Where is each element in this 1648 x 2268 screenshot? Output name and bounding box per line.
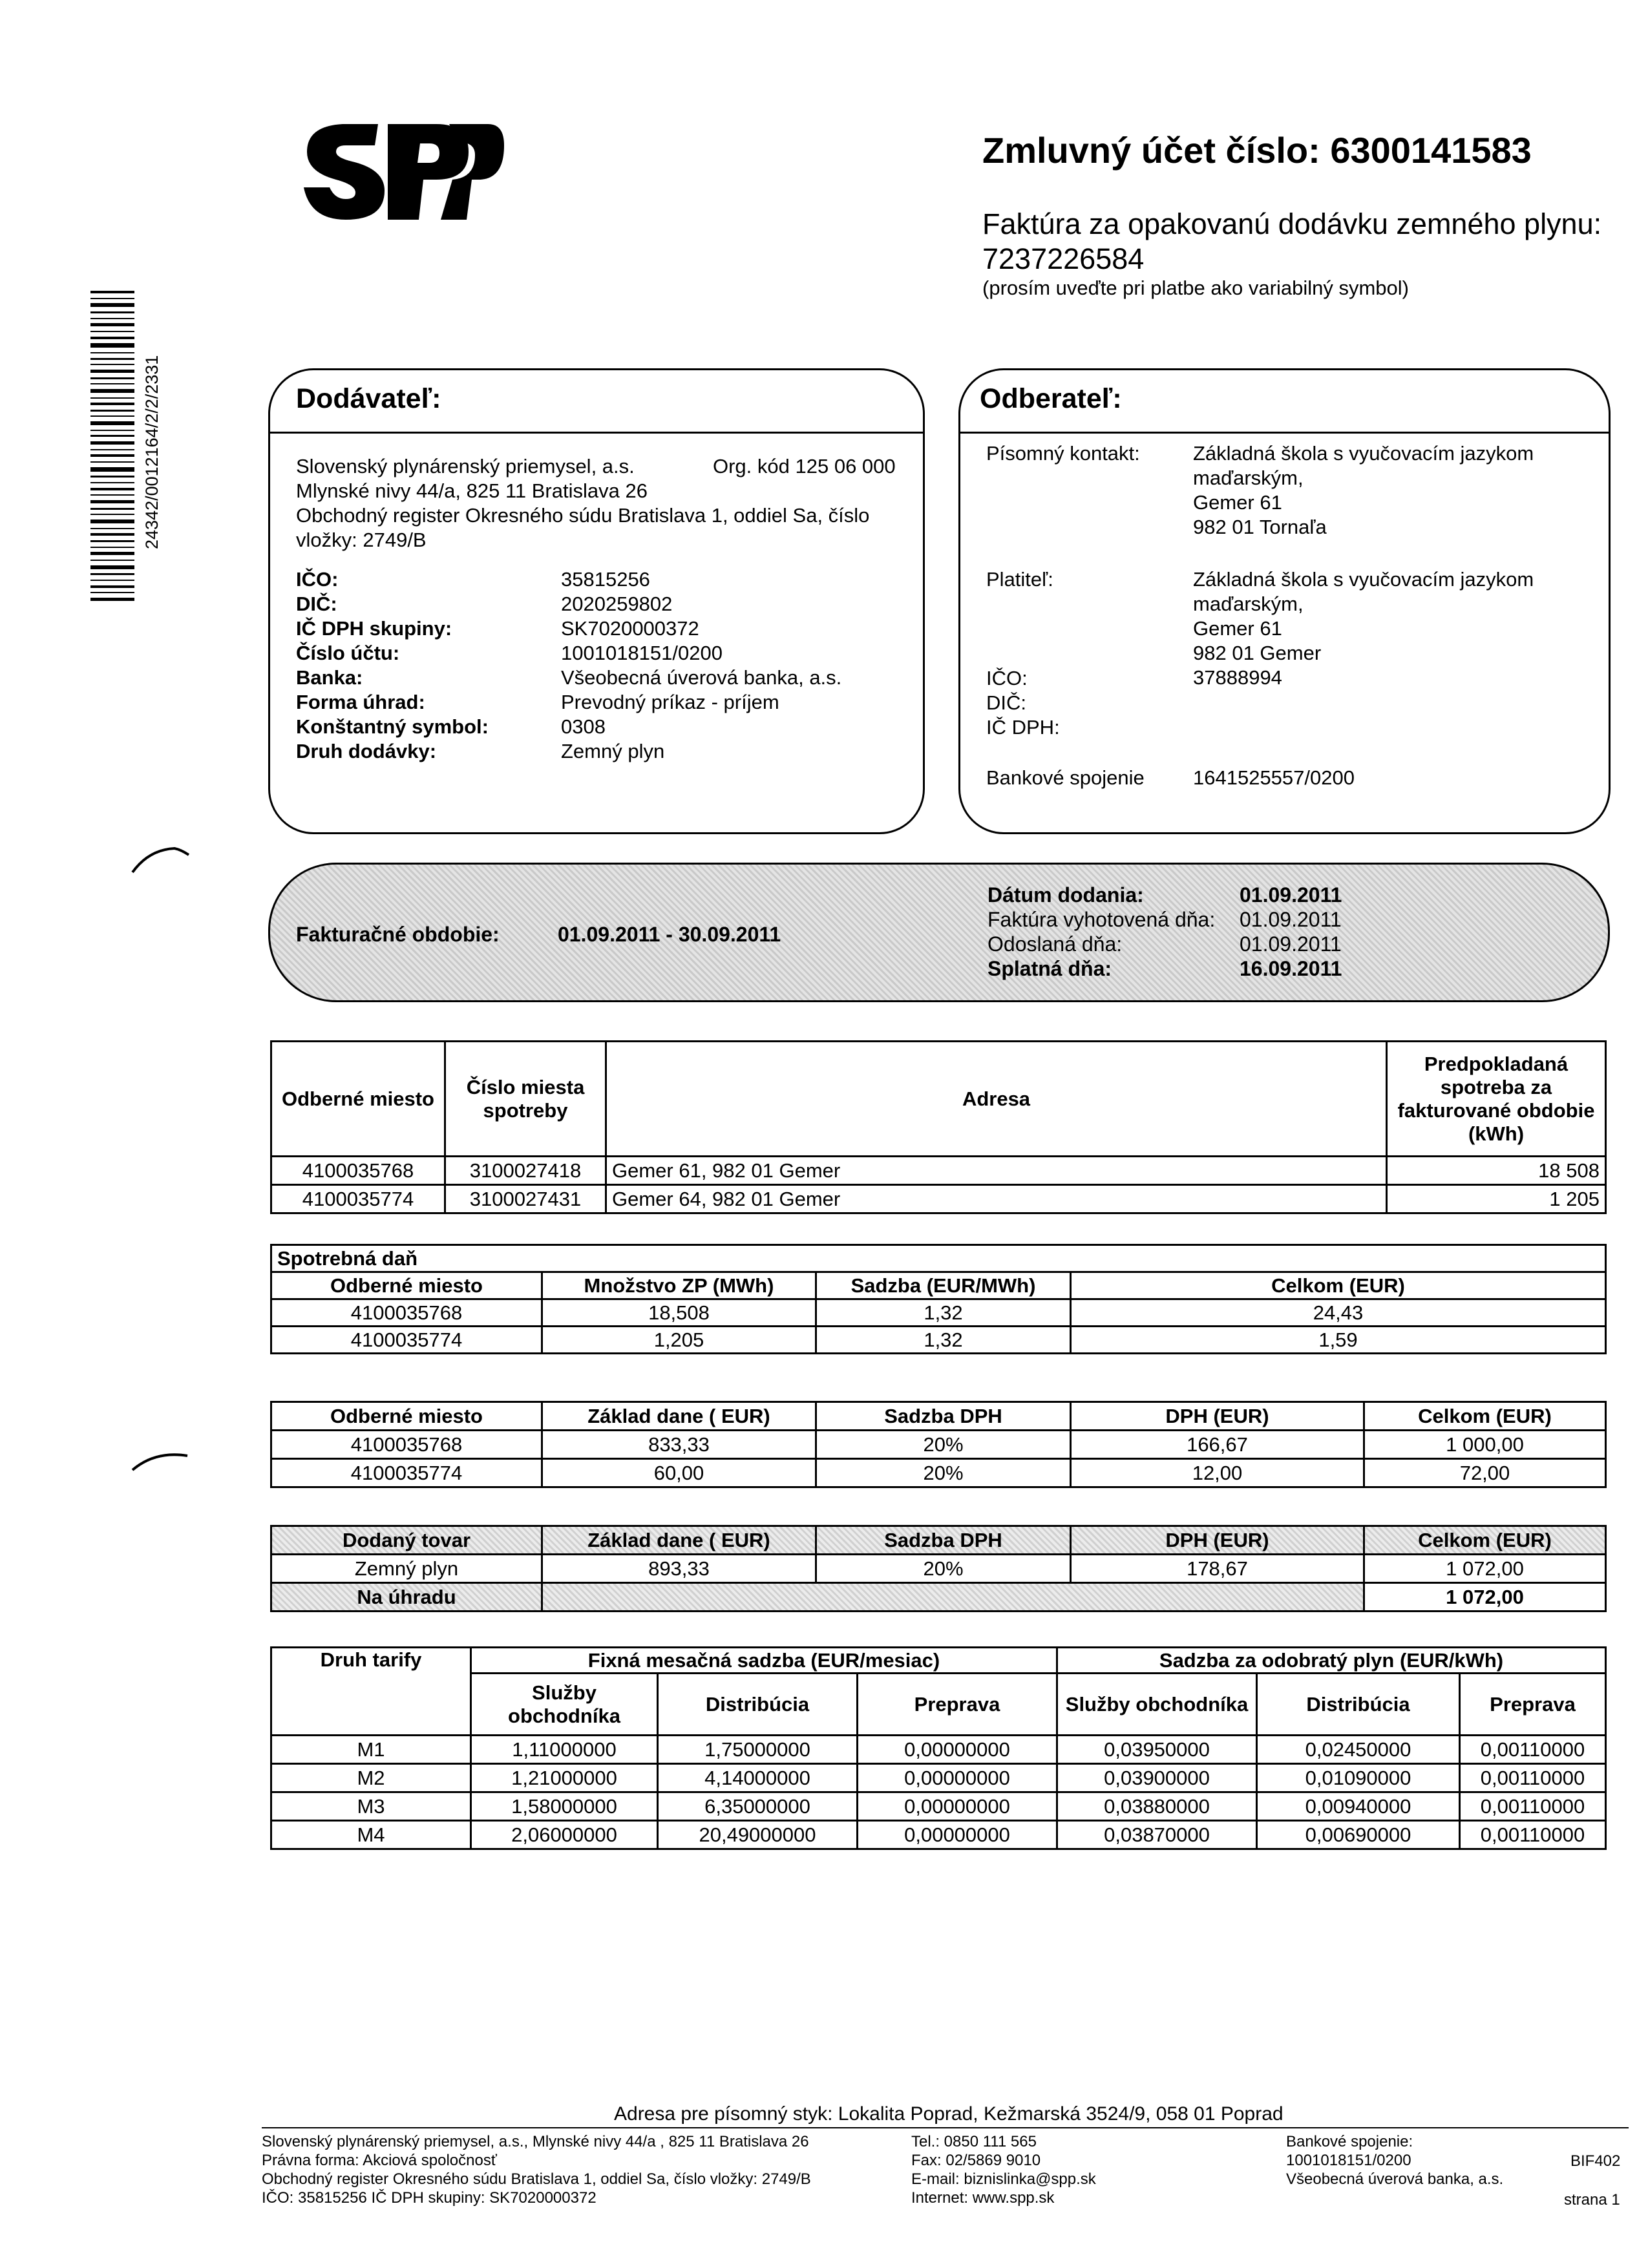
barcode-bar: [90, 337, 134, 339]
field-label: Forma úhrad:: [296, 691, 425, 713]
table-header: Druh tarify: [271, 1648, 471, 1736]
table-header: Sadzba za odobratý plyn (EUR/kWh): [1057, 1648, 1606, 1674]
barcode-bar: [90, 514, 134, 515]
cell: 1 205: [1387, 1185, 1606, 1213]
field-value: 35815256: [561, 568, 650, 591]
table-header: Celkom (EUR): [1364, 1402, 1606, 1431]
barcode-bar: [90, 560, 134, 561]
cell: 1,205: [542, 1327, 816, 1354]
payer-line: maďarským,: [1193, 593, 1304, 615]
date-label: Odoslaná dňa:: [988, 932, 1123, 956]
cell: 4100035768: [271, 1431, 542, 1459]
barcode-bar: [90, 377, 134, 379]
cell: 4,14000000: [658, 1764, 858, 1792]
barcode-bar: [90, 598, 134, 601]
barcode-bar: [90, 430, 134, 431]
barcode: [90, 291, 134, 601]
goods-total-table: [270, 1525, 1607, 1612]
cell: Gemer 64, 982 01 Gemer: [606, 1185, 1387, 1213]
table-subheader: Služby obchodníka: [1057, 1674, 1257, 1736]
cell: 1,75000000: [658, 1736, 858, 1764]
correspondence-address: Adresa pre písomný styk: Lokalita Poprad, Kežmarská 3524/9, 058 01 Poprad: [614, 2103, 1284, 2125]
table-subheader: Preprava: [858, 1674, 1057, 1736]
footer-line: IČO: 35815256 IČ DPH skupiny: SK7020000372: [262, 2189, 597, 2207]
barcode-bar: [90, 303, 134, 307]
cell: 166,67: [1071, 1431, 1364, 1459]
cell: 72,00: [1364, 1459, 1606, 1487]
barcode-text: 24342/0012164/2/2/2331: [142, 355, 162, 549]
customer-box: [958, 368, 1611, 834]
tariff-table: [270, 1646, 1607, 1850]
barcode-bar: [90, 508, 134, 510]
cell: 0,00000000: [858, 1764, 1057, 1792]
date-value: 01.09.2011: [1240, 932, 1342, 956]
footer-line: Tel.: 0850 111 565: [911, 2133, 1037, 2150]
barcode-bar: [90, 528, 134, 529]
cell: M1: [271, 1736, 471, 1764]
footer-contact-info: [911, 2132, 1096, 2207]
barcode-bar: [90, 592, 134, 593]
total-row: [271, 1583, 1606, 1612]
table-header: Odberné miesto: [271, 1402, 542, 1431]
date-label: Splatná dňa:: [988, 957, 1112, 980]
cell: 0,00000000: [858, 1736, 1057, 1764]
barcode-bar: [90, 494, 134, 496]
contact-label: Písomný kontakt:: [986, 442, 1140, 465]
barcode-bar: [90, 291, 134, 293]
payer-line: 982 01 Gemer: [1193, 642, 1322, 664]
table-row: [271, 1764, 1606, 1792]
cell: 0,02450000: [1257, 1736, 1460, 1764]
barcode-bar: [90, 352, 134, 353]
barcode-bar: [90, 421, 134, 425]
cell: 0,00000000: [858, 1792, 1057, 1821]
cell: 6,35000000: [658, 1792, 858, 1821]
cell: 1,32: [816, 1327, 1071, 1354]
barcode-bar: [90, 500, 134, 503]
barcode-bar: [90, 573, 134, 575]
table-header: Odberné miesto: [271, 1272, 542, 1299]
barcode-bar: [90, 547, 134, 548]
excise-tax-table: [270, 1244, 1607, 1354]
barcode-bar: [90, 520, 134, 523]
table-title: Spotrebná daň: [271, 1245, 1606, 1272]
barcode-bar: [90, 467, 134, 472]
cell: 3100027418: [445, 1157, 606, 1185]
cell: 20%: [816, 1431, 1071, 1459]
cell: 20%: [816, 1555, 1071, 1583]
table-row: [271, 1157, 1606, 1185]
barcode-bar: [90, 565, 134, 569]
cell: 20%: [816, 1459, 1071, 1487]
footer-line: 1001018151/0200: [1286, 2152, 1411, 2169]
footer-line: Bankové spojenie:: [1286, 2133, 1413, 2150]
cell: 0,03900000: [1057, 1764, 1257, 1792]
dic-label: DIČ:: [986, 691, 1026, 714]
cell: 1 000,00: [1364, 1431, 1606, 1459]
footer-line: Obchodný register Okresného súdu Bratislava 1, oddiel Sa, číslo vložky: 2749/B: [262, 2170, 811, 2188]
barcode-bar: [90, 435, 134, 437]
cell: 0,00000000: [858, 1821, 1057, 1849]
barcode-bar: [90, 410, 134, 412]
barcode-bar: [90, 298, 134, 299]
table-row: [271, 1431, 1606, 1459]
invoice-number: 7237226584: [982, 242, 1145, 275]
field-value: Prevodný príkaz - príjem: [561, 691, 779, 713]
contact-line: maďarským,: [1193, 467, 1304, 489]
cell: 4100035768: [271, 1157, 445, 1185]
barcode-bar: [90, 331, 134, 332]
payer-line: Gemer 61: [1193, 617, 1282, 640]
field-label: Banka:: [296, 666, 363, 689]
period-label: Fakturačné obdobie:: [296, 923, 500, 946]
cell: 20,49000000: [658, 1821, 858, 1849]
field-value: Všeobecná úverová banka, a.s.: [561, 666, 842, 689]
field-value: 1001018151/0200: [561, 642, 723, 664]
barcode-bar: [90, 476, 134, 478]
table-header: Adresa: [606, 1042, 1387, 1157]
supplier-fields: [296, 567, 923, 764]
barcode-bar: [90, 454, 134, 457]
footer-line: Všeobecná úverová banka, a.s.: [1286, 2170, 1504, 2188]
customer-heading: Odberateľ:: [980, 383, 1122, 414]
date-label: Faktúra vyhotovená dňa:: [988, 908, 1216, 931]
contact-line: Gemer 61: [1193, 491, 1282, 514]
table-header: Odberné miesto: [271, 1042, 445, 1157]
barcode-bar: [90, 343, 134, 348]
table-row: [271, 1299, 1606, 1327]
cell: 4100035768: [271, 1299, 542, 1327]
total-value: 1 072,00: [1364, 1583, 1606, 1612]
table-row: [271, 1185, 1606, 1213]
date-value: 01.09.2011: [1240, 908, 1342, 931]
cell: 4100035774: [271, 1185, 445, 1213]
cell: 0,00110000: [1460, 1821, 1606, 1849]
table-header: Fixná mesačná sadzba (EUR/mesiac): [471, 1648, 1057, 1674]
field-label: Konštantný symbol:: [296, 715, 489, 738]
billing-period-band: [268, 863, 1610, 1002]
supplier-box: [268, 368, 925, 834]
variable-symbol-note: (prosím uveďte pri platbe ako variabilný symbol): [982, 277, 1409, 299]
table-header: Základ dane ( EUR): [542, 1526, 816, 1555]
barcode-bar: [90, 540, 134, 542]
contact-address: [1193, 441, 1534, 540]
bank-value: 1641525557/0200: [1193, 766, 1355, 789]
table-row: [271, 1736, 1606, 1764]
barcode-bar: [90, 533, 134, 536]
table-header: Sadzba DPH: [816, 1402, 1071, 1431]
cell: 0,03870000: [1057, 1821, 1257, 1849]
footer-line: E-mail: biznislinka@spp.sk: [911, 2170, 1096, 2188]
barcode-bar: [90, 389, 134, 393]
barcode-bar: [90, 449, 134, 450]
total-label: Na úhradu: [271, 1583, 542, 1612]
cell: 178,67: [1071, 1555, 1364, 1583]
table-header: Dodaný tovar: [271, 1526, 542, 1555]
barcode-bar: [90, 364, 134, 365]
barcode-bar: [90, 488, 134, 490]
payer-line: Základná škola s vyučovacím jazykom: [1193, 568, 1534, 591]
footer-line: Fax: 02/5869 9010: [911, 2152, 1041, 2169]
footer-line: Právna forma: Akciová spoločnosť: [262, 2152, 497, 2169]
logo-text: SPP: [291, 116, 293, 117]
barcode-bar: [90, 552, 134, 555]
barcode-bar: [90, 482, 134, 483]
footer-line: Internet: www.spp.sk: [911, 2189, 1055, 2207]
cell: 12,00: [1071, 1459, 1364, 1487]
supplier-name: Slovenský plynárenský priemysel, a.s.: [296, 455, 635, 478]
table-header: Celkom (EUR): [1071, 1272, 1606, 1299]
cell: M3: [271, 1792, 471, 1821]
supplier-org-code: Org. kód 125 06 000: [713, 455, 896, 478]
cell: 1,21000000: [471, 1764, 658, 1792]
table-subheader: Distribúcia: [1257, 1674, 1460, 1736]
cell: 60,00: [542, 1459, 816, 1487]
cell: 0,03880000: [1057, 1792, 1257, 1821]
cell: 0,00690000: [1257, 1821, 1460, 1849]
barcode-bar: [90, 580, 134, 581]
table-header: Sadzba (EUR/MWh): [816, 1272, 1071, 1299]
table-subheader: Preprava: [1460, 1674, 1606, 1736]
barcode-bar: [90, 403, 134, 405]
supplier-heading: Dodávateľ:: [296, 383, 441, 414]
customer-ico-value: 37888994: [1193, 666, 1282, 689]
cell: 18 508: [1387, 1157, 1606, 1185]
table-header: Číslo miesta spotreby: [445, 1042, 606, 1157]
table-header: DPH (EUR): [1071, 1402, 1364, 1431]
cell: 893,33: [542, 1555, 816, 1583]
cell: 1,32: [816, 1299, 1071, 1327]
table-header: Sadzba DPH: [816, 1526, 1071, 1555]
table-row: [271, 1327, 1606, 1354]
cell: 1,58000000: [471, 1792, 658, 1821]
table-header: DPH (EUR): [1071, 1526, 1364, 1555]
barcode-bar: [90, 415, 134, 417]
contact-line: Základná škola s vyučovacím jazykom: [1193, 442, 1534, 465]
vat-table: [270, 1401, 1607, 1488]
table-header: Predpokladaná spotreba za fakturované obdobie (kWh): [1387, 1042, 1606, 1157]
cell: 2,06000000: [471, 1821, 658, 1849]
cell: 0,01090000: [1257, 1764, 1460, 1792]
cell: M2: [271, 1764, 471, 1792]
spp-logo: [291, 116, 504, 226]
date-label: Dátum dodania:: [988, 883, 1144, 907]
supplier-register: Obchodný register Okresného súdu Bratislava 1, oddiel Sa, číslo: [296, 504, 870, 527]
invoice-title-line1: Faktúra za opakovanú dodávku zemného plynu:: [982, 207, 1602, 240]
date-value: 01.09.2011: [1240, 883, 1342, 907]
table-row: [271, 1792, 1606, 1821]
field-value: 2020259802: [561, 593, 673, 615]
cell: Gemer 61, 982 01 Gemer: [606, 1157, 1387, 1185]
form-code: BIF402: [1570, 2152, 1621, 2170]
page-number: strana 1: [1564, 2191, 1620, 2209]
barcode-bar: [90, 441, 134, 445]
footer-line: Slovenský plynárenský priemysel, a.s., Mlynské nivy 44/a , 825 11 Bratislava 26: [262, 2133, 809, 2150]
contact-line: 982 01 Tornaľa: [1193, 516, 1327, 538]
bank-label: Bankové spojenie: [986, 766, 1145, 789]
table-subheader: Služby obchodníka: [471, 1674, 658, 1736]
barcode-bar: [90, 383, 134, 384]
table-subheader: Distribúcia: [658, 1674, 858, 1736]
icdph-label: IČ DPH:: [986, 716, 1060, 739]
table-header: Množstvo ZP (MWh): [542, 1272, 816, 1299]
account-number-title: Zmluvný účet číslo: 6300141583: [982, 130, 1532, 171]
ico-label: IČO:: [986, 667, 1028, 689]
invoice-dates: [988, 883, 1408, 981]
cell: 1,11000000: [471, 1736, 658, 1764]
barcode-bar: [90, 461, 134, 463]
period-value: 01.09.2011 - 30.09.2011: [558, 923, 781, 946]
cell: 18,508: [542, 1299, 816, 1327]
margin-mark-2: [129, 1438, 194, 1476]
margin-mark-1: [129, 837, 194, 876]
field-label: IČ DPH skupiny:: [296, 617, 452, 640]
payer-address: [1193, 567, 1534, 690]
barcode-bar: [90, 311, 134, 313]
cell: 0,00110000: [1460, 1764, 1606, 1792]
cell: 3100027431: [445, 1185, 606, 1213]
footer-company-info: [262, 2132, 811, 2207]
consumption-places-table: [270, 1040, 1607, 1214]
table-header: Základ dane ( EUR): [542, 1402, 816, 1431]
field-value: SK7020000372: [561, 617, 699, 640]
cell: 1,59: [1071, 1327, 1606, 1354]
table-row: [271, 1555, 1606, 1583]
field-label: Číslo účtu:: [296, 642, 400, 664]
table-header: Celkom (EUR): [1364, 1526, 1606, 1555]
field-value: Zemný plyn: [561, 740, 665, 762]
field-value: 0308: [561, 715, 606, 738]
barcode-bar: [90, 370, 134, 373]
date-value: 16.09.2011: [1240, 957, 1342, 980]
footer-bank-info: [1286, 2132, 1503, 2189]
barcode-bar: [90, 323, 134, 326]
cell: Zemný plyn: [271, 1555, 542, 1583]
payer-label: Platiteľ:: [986, 568, 1053, 591]
cell: M4: [271, 1821, 471, 1849]
barcode-bar: [90, 585, 134, 588]
table-row: [271, 1459, 1606, 1487]
field-label: IČO:: [296, 568, 339, 591]
supplier-address: Mlynské nivy 44/a, 825 11 Bratislava 26: [296, 479, 648, 502]
cell: 1 072,00: [1364, 1555, 1606, 1583]
field-label: DIČ:: [296, 593, 337, 615]
cell: 0,00940000: [1257, 1792, 1460, 1821]
supplier-register-2: vložky: 2749/B: [296, 529, 427, 551]
cell: 4100035774: [271, 1459, 542, 1487]
barcode-bar: [90, 358, 134, 360]
cell: 0,00110000: [1460, 1736, 1606, 1764]
field-label: Druh dodávky:: [296, 740, 437, 762]
cell: 833,33: [542, 1431, 816, 1459]
barcode-bar: [90, 397, 134, 399]
table-row: [271, 1821, 1606, 1849]
cell: 0,03950000: [1057, 1736, 1257, 1764]
cell: 24,43: [1071, 1299, 1606, 1327]
invoice-title: [982, 207, 1601, 277]
barcode-bar: [90, 318, 134, 319]
cell: 4100035774: [271, 1327, 542, 1354]
cell: 0,00110000: [1460, 1792, 1606, 1821]
